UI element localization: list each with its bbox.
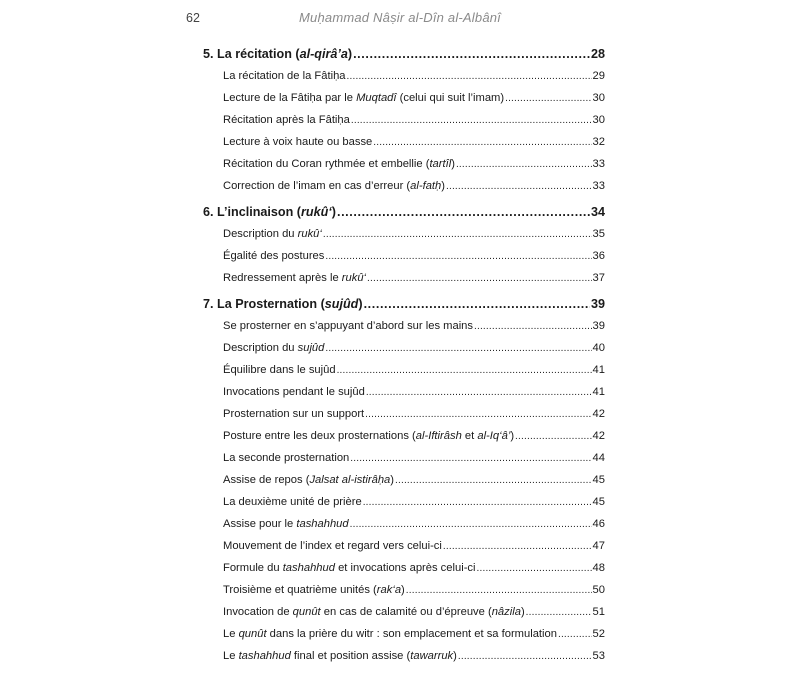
dot-leader [350,447,591,469]
running-head: Muḥammad Nâṣir al-Dîn al-Albânî [299,10,501,25]
toc-entry[interactable] [223,223,605,245]
toc-entry-page: 44 [592,452,605,464]
dot-leader [474,315,592,337]
toc-entry[interactable] [223,601,605,623]
toc-entry[interactable] [223,153,605,175]
toc-chapter-title: 5. La récitation (al-qirâ’a) [203,47,353,61]
toc-entry-page: 41 [592,386,605,398]
toc-entry[interactable] [223,359,605,381]
toc-entry[interactable] [223,491,605,513]
toc-entry-page: 47 [592,540,605,552]
toc-entry-title: Lecture à voix haute ou basse [223,136,373,148]
toc-entry-page: 52 [592,628,605,640]
dot-leader [365,403,591,425]
dot-leader [363,491,592,513]
dot-leader [443,535,592,557]
toc-entry-page: 53 [592,650,605,662]
dot-leader [558,623,592,645]
toc-entry[interactable] [223,425,605,447]
toc-entry-title: Description du rukû‘ [223,228,322,240]
toc-entry-title: Posture entre les deux prosternations (al-Iftirâsh et al-Iq‘â’) [223,430,515,442]
toc-entry[interactable] [223,109,605,131]
toc-entry-page: 42 [592,430,605,442]
dot-leader [337,201,590,223]
toc-entry-title: Assise de repos (Jalsat al-istirâḥa) [223,474,395,486]
toc-entry-title: Équilibre dans le sujûd [223,364,336,376]
toc-entry-page: 51 [592,606,605,618]
dot-leader [505,87,591,109]
toc-chapter-page: 34 [590,205,605,219]
toc-chapter[interactable] [203,43,605,65]
page-number: 62 [186,11,200,25]
toc-entry[interactable] [223,623,605,645]
toc-entry-page: 40 [592,342,605,354]
toc-entry-title: Lecture de la Fâtiḥa par le Muqtadî (celui qui suit l’imam) [223,92,505,104]
toc-entry[interactable] [223,87,605,109]
toc-entry-page: 33 [592,180,605,192]
toc-entry[interactable] [223,315,605,337]
toc-entry-page: 48 [592,562,605,574]
dot-leader [364,293,590,315]
toc-entry[interactable] [223,245,605,267]
toc-entry-page: 37 [592,272,605,284]
toc-entry-title: Récitation après la Fâtiḥa [223,114,350,126]
dot-leader [325,337,591,359]
toc-entry[interactable] [223,579,605,601]
toc-entry-page: 32 [592,136,605,148]
toc-entry[interactable] [223,535,605,557]
dot-leader [351,109,592,131]
toc-entry-title: Le qunût dans la prière du witr : son emplacement et sa formulation [223,628,557,640]
toc-chapter[interactable] [203,201,605,223]
toc-entry-page: 29 [592,70,605,82]
toc-entry-title: Correction de l’imam en cas d’erreur (al-fatḥ) [223,180,445,192]
toc-entry-title: Prosternation sur un support [223,408,365,420]
toc-entry[interactable] [223,381,605,403]
toc-entry[interactable] [223,131,605,153]
toc-entry-title: Invocations pendant le sujûd [223,386,365,398]
toc-chapter-title: 7. La Prosternation (sujûd) [203,297,363,311]
toc-entry[interactable] [223,513,605,535]
toc-entry-page: 30 [592,114,605,126]
toc-entry-title: La récitation de la Fâtiḥa [223,70,346,82]
toc-chapter-title: 6. L’inclinaison (rukû‘) [203,205,336,219]
toc-chapter-page: 39 [590,297,605,311]
toc-entry-page: 30 [592,92,605,104]
dot-leader [477,557,592,579]
dot-leader [350,513,592,535]
toc-entry[interactable] [223,645,605,667]
toc-entry-title: Récitation du Coran rythmée et embellie (tartîl) [223,158,455,170]
toc-entry[interactable] [223,403,605,425]
dot-leader [337,359,592,381]
dot-leader [526,601,592,623]
toc-chapter[interactable] [203,293,605,315]
toc-entry-title: Se prosterner en s’appuyant d’abord sur les mains [223,320,473,332]
toc-entry[interactable] [223,469,605,491]
toc-entry-page: 46 [592,518,605,530]
toc-entry-page: 35 [592,228,605,240]
dot-leader [446,175,592,197]
toc-entry-title: La seconde prosternation [223,452,350,464]
toc-entry[interactable] [223,65,605,87]
dot-leader [353,43,590,65]
toc-entry-page: 39 [592,320,605,332]
dot-leader [456,153,592,175]
toc-entry-title: Description du sujûd [223,342,325,354]
dot-leader [366,381,592,403]
dot-leader [325,245,591,267]
dot-leader [367,267,592,289]
dot-leader [323,223,592,245]
toc-entry-page: 36 [592,250,605,262]
toc-entry[interactable] [223,557,605,579]
toc-entry-title: Formule du tashahhud et invocations après celui-ci [223,562,476,574]
toc-entry-page: 41 [592,364,605,376]
toc-entry-title: La deuxième unité de prière [223,496,362,508]
toc-entry-page: 33 [592,158,605,170]
toc-chapter-page: 28 [590,47,605,61]
toc-entry-page: 45 [592,496,605,508]
toc-entry[interactable] [223,267,605,289]
toc-entry[interactable] [223,447,605,469]
dot-leader [347,65,592,87]
toc-entry-title: Le tashahhud final et position assise (tawarruk) [223,650,457,662]
toc-entry-title: Redressement après le rukû‘ [223,272,367,284]
dot-leader [515,425,592,447]
table-of-contents [203,43,605,671]
toc-entry-page: 45 [592,474,605,486]
toc-entry[interactable] [223,337,605,359]
toc-entry-title: Troisième et quatrième unités (rak‘a) [223,584,405,596]
dot-leader [373,131,591,153]
dot-leader [395,469,592,491]
toc-entry-title: Invocation de qunût en cas de calamité ou d’épreuve (nâzila) [223,606,525,618]
toc-entry-title: Mouvement de l’index et regard vers celui-ci [223,540,442,552]
toc-entry-page: 50 [592,584,605,596]
toc-entry-title: Égalité des postures [223,250,325,262]
dot-leader [406,579,592,601]
toc-entry-page: 42 [592,408,605,420]
toc-entry[interactable] [223,175,605,197]
toc-entry-title: Assise pour le tashahhud [223,518,349,530]
dot-leader [458,645,592,667]
